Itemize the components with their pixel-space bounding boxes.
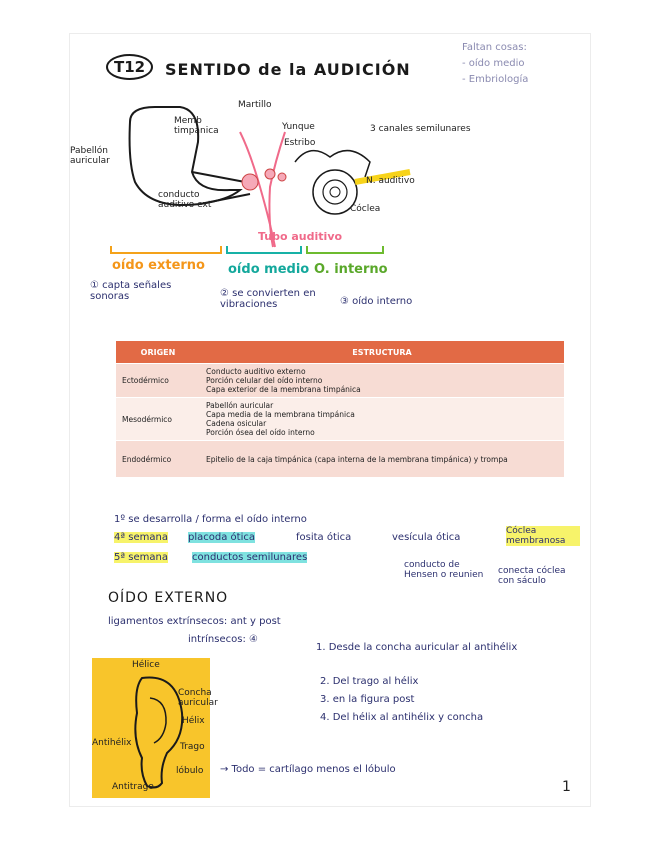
embryo-hensen: conducto de Hensen o reunien	[404, 560, 484, 580]
row-origen: Ectodérmico	[116, 364, 200, 398]
row-estructura	[200, 398, 564, 441]
origin-table	[116, 341, 564, 477]
ear-label-lobulo: lóbulo	[176, 766, 204, 776]
embryo-fosita: fosita ótica	[296, 532, 352, 543]
ear-label-concha: Concha auricular	[178, 688, 218, 708]
section-medio: oído medio	[228, 262, 310, 277]
flow-step-1: ① capta señales sonoras	[90, 280, 172, 302]
todo-cartilago: → Todo = cartílago menos el lóbulo	[220, 764, 396, 775]
side-note-2: - oído medio	[462, 58, 525, 69]
bracket-externo	[110, 246, 222, 254]
ligamentos-intrinsecos: intrínsecos: ④	[188, 634, 258, 645]
list-item: Capa exterior de la membrana timpánica	[206, 385, 361, 394]
list-item: Porción ósea del oído interno	[206, 428, 315, 437]
section-externo: oído externo	[112, 258, 205, 273]
lig-item-1: 1. Desde la concha auricular al antihélix	[316, 642, 518, 653]
ear-label-helix: Hélix	[182, 716, 205, 726]
table-header-estructura: ESTRUCTURA	[200, 341, 564, 364]
label-canales: 3 canales semilunares	[370, 124, 471, 134]
list-item: Porción celular del oído interno	[206, 376, 323, 385]
row-estructura	[200, 441, 564, 478]
bracket-interno	[306, 246, 384, 254]
table-row	[116, 364, 564, 398]
topic-number: T12	[106, 54, 153, 80]
label-tubo: Tubo auditivo	[258, 230, 343, 243]
list-item: Capa media de la membrana timpánica	[206, 410, 355, 419]
list-item: Pabellón auricular	[206, 401, 274, 410]
side-note-1: Faltan cosas:	[462, 42, 527, 53]
embryo-week5-label: 5ª semana	[114, 552, 168, 563]
externo-heading: OÍDO EXTERNO	[108, 590, 229, 606]
table-header-origen: ORIGEN	[116, 341, 200, 364]
ear-label-antihelix: Antihélix	[92, 738, 132, 748]
ear-outline-icon	[92, 658, 218, 798]
table-row	[116, 398, 564, 441]
list-item: Conducto auditivo externo	[206, 367, 306, 376]
side-note-3: - Embriología	[462, 74, 529, 85]
page-number: 1	[562, 779, 571, 795]
label-coclea: Cóclea	[350, 204, 381, 214]
ligamentos-extrinsecos: ligamentos extrínsecos: ant y post	[108, 616, 281, 627]
lig-item-4: 4. Del hélix al antihélix y concha	[320, 712, 484, 723]
label-martillo: Martillo	[238, 100, 272, 110]
embryo-intro: 1º se desarrolla / forma el oído interno	[114, 514, 307, 525]
ear-illustration	[92, 658, 218, 798]
flow-step-2: ② se convierten en vibraciones	[220, 288, 316, 310]
embryo-conecta: conecta cóclea con sáculo	[498, 566, 566, 586]
ear-label-helice: Hélice	[132, 660, 160, 670]
ear-label-trago: Trago	[180, 742, 205, 752]
label-estribo: Estribo	[284, 138, 316, 148]
list-item: Epitelio de la caja timpánica (capa interna de la membrana timpánica) y trompa	[206, 454, 508, 464]
label-pabellon: Pabellón auricular	[70, 146, 110, 166]
bracket-medio	[226, 246, 302, 254]
embryo-conductos: conductos semilunares	[192, 552, 308, 563]
list-item: Cadena osicular	[206, 419, 267, 428]
embryo-vesicula: vesícula ótica	[392, 532, 461, 543]
table-row	[116, 441, 564, 478]
embryo-placoda: placoda ótica	[188, 532, 255, 543]
label-conducto: conducto auditivo ext	[158, 190, 212, 210]
label-memb: Memb timpánica	[174, 116, 219, 136]
embryo-coclea: Cóclea membranosa	[506, 526, 580, 546]
section-interno: O. interno	[314, 262, 388, 277]
notes-page	[70, 34, 590, 806]
label-nervio: N. auditivo	[366, 176, 415, 186]
row-estructura	[200, 364, 564, 398]
flow-step-3: ③ oído interno	[340, 296, 413, 307]
lig-item-3: 3. en la figura post	[320, 694, 415, 705]
ear-label-antitrago: Antitrago	[112, 782, 154, 792]
embryo-week4-label: 4ª semana	[114, 532, 168, 543]
label-yunque: Yunque	[282, 122, 315, 132]
row-origen: Mesodérmico	[116, 398, 200, 441]
lig-item-2: 2. Del trago al hélix	[320, 676, 419, 687]
row-origen: Endodérmico	[116, 441, 200, 478]
page-title: SENTIDO de la AUDICIÓN	[165, 60, 411, 79]
